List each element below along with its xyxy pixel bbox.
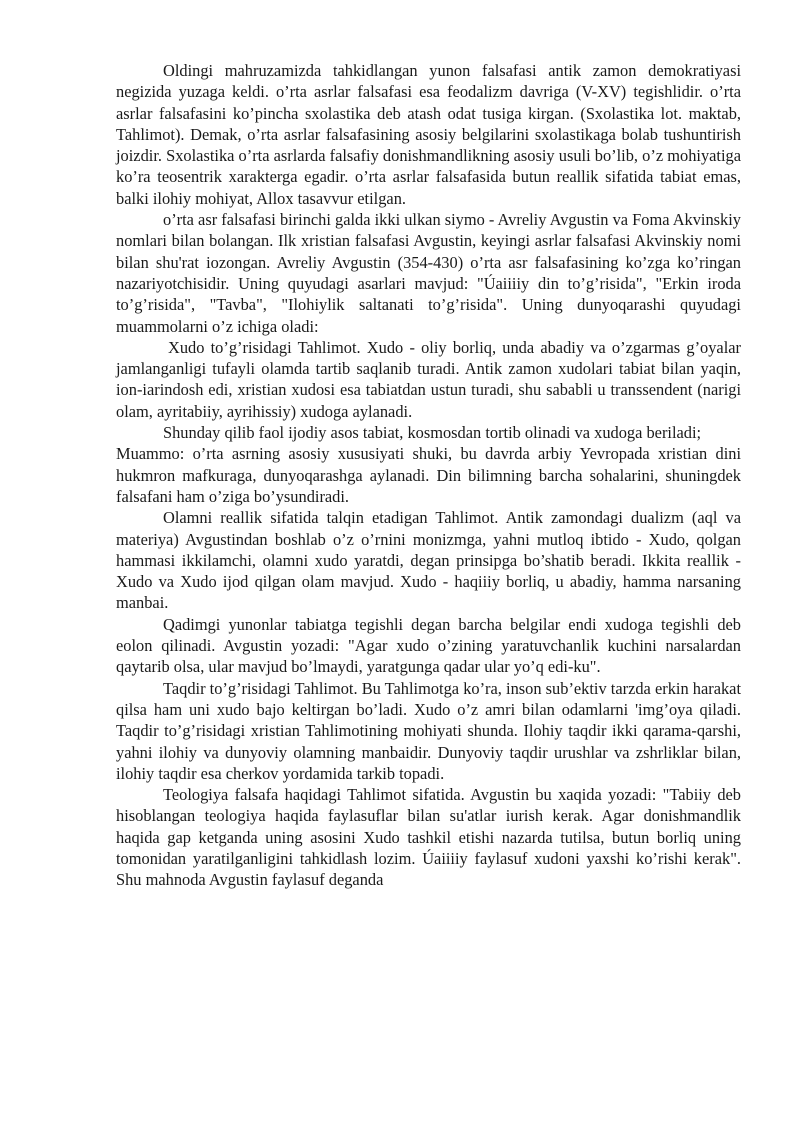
- paragraph-qadimgi-yunonlar: Qadimgi yunonlar tabiatga tegishli degan barcha belgilar endi xudoga tegishli deb eolon qilinadi. Avgustin yozadi: "Agar xudo o’zining yaratuvchanlik kuchini narsalardan qaytarib olsa, ular mavjud bo’lmaydi, yaratgunga qadar ular yo’q edi-ku".: [116, 614, 741, 677]
- paragraph-faol-ijodiy-asos: Shunday qilib faol ijodiy asos tabiat, kosmosdan tortib olinadi va xudoga beriladi;: [163, 423, 702, 443]
- document-page: [116, 60, 741, 891]
- paragraph-taqdir: Taqdir to’g’risidagi Tahlimot. Bu Tahlimotga ko’ra, inson sub’ektiv tarzda erkin harakat qilsa ham uni xudo bajo keltirgan bo’ladi. Xudo o’z amri bilan odamlarni 'img’oya qiladi. Taqdir to’g’risidagi xristian Tahlimotining mohiyati shunda. Ilohiy taqdir ikki qarama-qarshi, yahni ilohiy va dunyoviy olamning manbaidir. Dunyoviy taqdir urushlar va zshrliklar bilan, ilohiy taqdir esa cherkov yordamida tarkib topadi.: [116, 678, 741, 783]
- paragraph-xudo-tahlimot: Xudo to’g’risidagi Tahlimot. Xudo - oliy borliq, unda abadiy va o’zgarmas g’oyalar jamlanganligi tufayli olamda tartib saqlanib turadi. Antik zamon xudolari tabiat bilan yaqin, ion-iarindosh edi, xristian xudosi esa tabiatdan ustun turadi, shu sababli u transsendent (narigi olam, ayritabiiy, ayrihissiy) xudoga aylanadi.: [116, 337, 741, 421]
- paragraph-teologiya: Teologiya falsafa haqidagi Tahlimot sifatida. Avgustin bu xaqida yozadi: "Tabiiy deb hisoblangan teologiya haqida faylasuflar bilan su'atlar iurish kerak. Agar donishmandlik haqida gap ketganda uning asosini Xudo tashkil etishi nazarda tutilsa, butun borliq uning tomonidan yaratilganligini tahkidlash lozim. Úaiiiiy faylasuf xudoni yaxshi ko’rishi kerak". Shu mahnoda Avgustin faylasuf deganda: [116, 785, 741, 890]
- paragraph-intro: Oldingi mahruzamizda tahkidlangan yunon falsafasi antik zamon demokratiyasi negizida yuzaga keldi. o’rta asrlar falsafasi esa feodalizm davriga (V-XV) tegishlidir. o’rta asrlar falsafasini ko’pincha sxolastika deb atash odat tusiga kirgan. (Sxolastika lot. maktab, Tahlimot). Demak, o’rta asrlar falsafasining asosiy belgilarini sxolastikaga bolab tushuntirish joizdir. Sxolastika o’rta asrlarda falsafiy donishmandlikning asosiy usuli bo’lib, o’z mohiyatiga ko’ra teosentrik xarakterga egadir. o’rta asrlar falsafasida butun reallik sifatida tabiat emas, balki ilohiy mohiyat, Allox tasavvur etilgan.: [116, 61, 741, 208]
- paragraph-olam-reallik: Olamni reallik sifatida talqin etadigan Tahlimot. Antik zamondagi dualizm (aql va materiya) Avgustindan boshlab o’z o’rnini monizmga, yahni mutloq ibtido - Xudo, qolgan hammasi ikkilamchi, olamni xudo yaratdi, degan prinsipga bo’shatib beradi. Ikkita reallik - Xudo va Xudo ijod qilgan olam mavjud. Xudo - haqiiiy borliq, u abadiy, hamma narsaning manbai.: [116, 508, 741, 613]
- paragraph-avgustin-akvinskiy: o’rta asr falsafasi birinchi galda ikki ulkan siymo - Avreliy Avgustin va Foma Akvinskiy nomlari bilan bolangan. Ilk xristian falsafasi Avgustin, keyingi asrlar falsafasi Akvinskiy nomi bilan shu'rat iozongan. Avreliy Avgustin (354-430) o’rta asr falsafasining ko’zga ko’ringan nazariyotchisidir. Uning quyudagi asarlari mavjud: "Úaiiiiy din to’g’risida", "Erkin iroda to’g’risida", "Tavba", "Ilohiylik saltanati to’g’risida". Uning dunyoqarashi quyudagi muammolarni o’z ichiga oladi:: [116, 210, 741, 336]
- paragraph-muammo: Muammo: o’rta asrning asosiy xususiyati shuki, bu davrda arbiy Yevropada xristian dini hukmron mafkuraga, dunyoqarashga aylanadi. Din bilimning barcha sohalarini, shuningdek falsafani ham o’ziga bo’ysundiradi.: [116, 444, 741, 506]
